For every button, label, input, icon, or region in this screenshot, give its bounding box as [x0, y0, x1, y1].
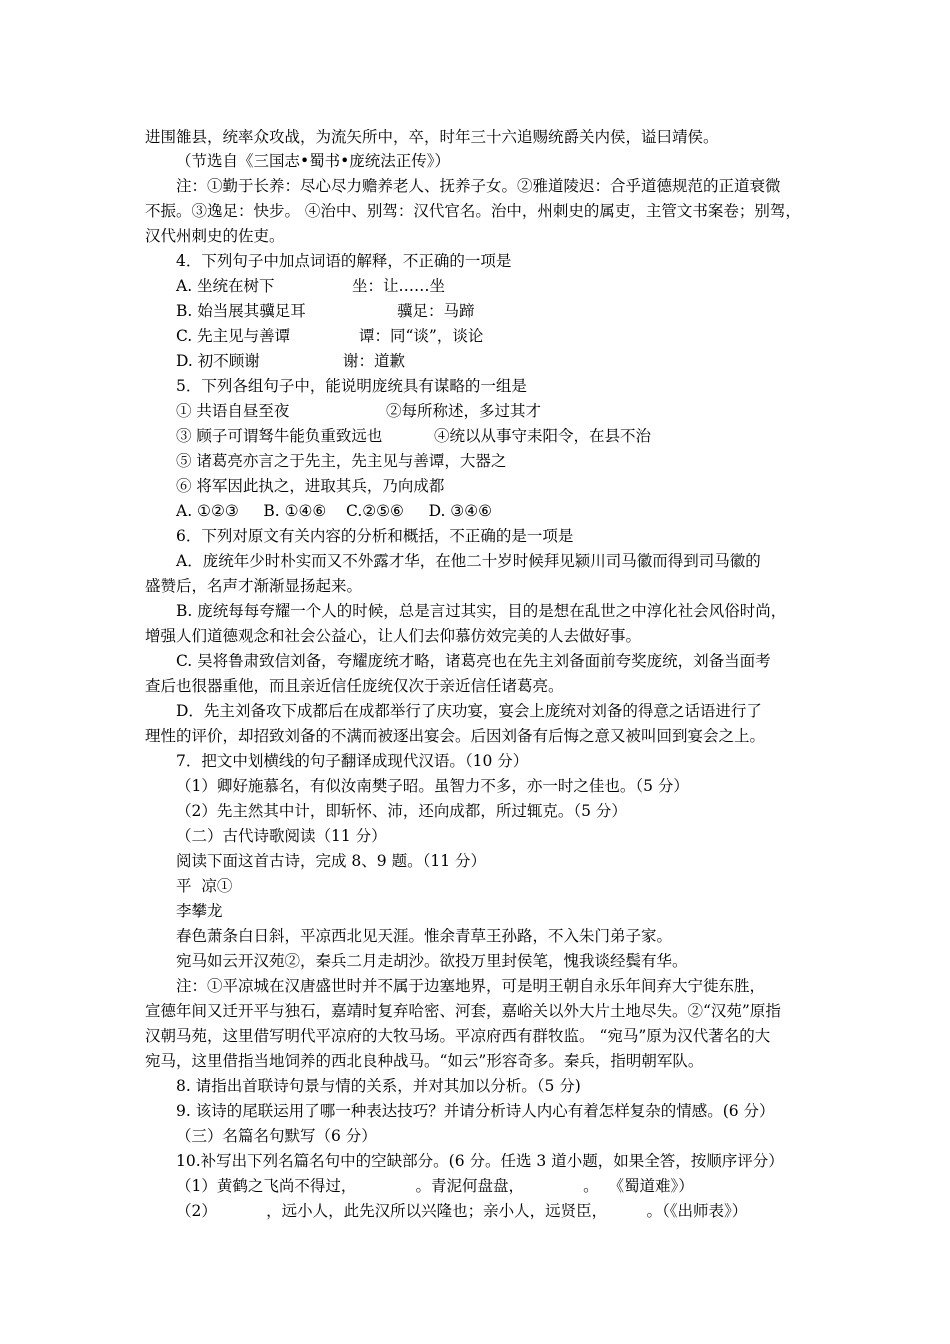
question-5-item: ②每所称述，多过其才	[386, 402, 542, 420]
question-7-sentence: （2）先主然其中计，即斩怀、沛，还向成都，所过辄克。（5 分）	[176, 802, 627, 820]
question-6-option: 查后也很器重他，而且亲近信任庞统仅次于亲近信任诸葛亮。	[145, 677, 564, 695]
question-10-item: （1）黄鹤之飞尚不得过， 。青泥何盘盘， 。 《蜀道难》）	[176, 1177, 694, 1195]
option-gloss: 谢：道歉	[343, 352, 406, 370]
question-5-row: ⑥ 将军因此执之，进取其兵，乃向成都	[176, 477, 445, 495]
question-6-option: B. 庞统每每夸耀一个人的时候，总是言过其实，目的是想在乱世之中淳化社会风俗时尚，	[176, 602, 787, 620]
question-10-item: （2） ，远小人，此先汉所以兴隆也；亲小人，远贤臣， 。（《出师表》）	[176, 1202, 748, 1220]
question-6-option: 盛赞后，名声才渐渐显扬起来。	[145, 577, 363, 595]
question-6-option: D．先主刘备攻下成都后在成都举行了庆功宴，宴会上庞统对刘备的得意之话语进行了	[176, 702, 762, 720]
question-5-item: ① 共语自昼至夜	[176, 402, 290, 420]
question-5-item: ④统以从事守耒阳令，在县不治	[434, 427, 652, 445]
poem-line: 宛马如云开汉苑②，秦兵二月走胡沙。欲投万里封侯笔，愧我谈经鬓有华。	[176, 952, 688, 970]
question-4-option-b	[176, 301, 475, 321]
poem-note: 宛马，这里借指当地饲养的西北良种战马。“如云”形容奇多。秦兵，指明朝军队。	[145, 1052, 704, 1070]
option-sentence: B. 始当展其骥足耳	[176, 302, 306, 320]
question-5-row	[176, 426, 651, 446]
poem-author: 李攀龙	[176, 902, 223, 920]
option-sentence: C. 先主见与善谭	[176, 327, 291, 345]
poem-note: 宣德年间又迁开平与独石，嘉靖时复弃哈密、河套，嘉峪关以外大片土地尽失。②“汉苑”原指	[145, 1002, 781, 1020]
question-4-option-a	[176, 276, 445, 296]
question-9: 9. 该诗的尾联运用了哪一种表达技巧？并请分析诗人内心有着怎样复杂的情感。(6 分）	[176, 1102, 775, 1120]
poem-note: 汉朝马苑，这里借写明代平凉府的大牧马场。平凉府西有群牧监。 “宛马”原为汉代著名的大	[145, 1027, 771, 1045]
question-7-sentence: （1）卿好施慕名，有似汝南樊子昭。虽智力不多，亦一时之佳也。（5 分）	[176, 777, 689, 795]
question-4-option-c	[176, 326, 483, 346]
option-gloss: 坐：让……坐	[352, 277, 446, 295]
question-6-option: C. 吴将鲁肃致信刘备，夸耀庞统才略，诸葛亮也在先主刘备面前夸奖庞统，刘备当面考	[176, 652, 771, 670]
option-gloss: 骥足：马蹄	[397, 302, 475, 320]
question-7-stem: 7．把文中划横线的句子翻译成现代汉语。（10 分）	[176, 752, 529, 770]
question-6-option: 增强人们道德观念和社会公益心，让人们去仰慕仿效完美的人去做好事。	[145, 627, 642, 645]
question-8: 8. 请指出首联诗句景与情的关系，并对其加以分析。（5 分)	[176, 1077, 581, 1095]
question-4-stem: 4．下列句子中加点词语的解释，不正确的一项是	[176, 252, 512, 270]
question-4-option-d	[176, 351, 405, 371]
passage-note: 注：①勤于长养：尽心尽力赡养老人、抚养子女。②雅道陵迟：合乎道德规范的正道衰微	[176, 177, 781, 195]
section-heading: （二）古代诗歌阅读（11 分）	[176, 827, 387, 845]
option-gloss: 谭：同“谈”，谈论	[359, 327, 484, 345]
option-sentence: D. 初不顾谢	[176, 352, 260, 370]
passage-line: 进围雒县，统率众攻战，为流矢所中，卒，时年三十六追赐统爵关内侯，谥曰靖侯。	[145, 128, 719, 146]
question-6-option: 理性的评价，却招致刘备的不满而被逐出宴会。后因刘备有后悔之意又被叫回到宴会之上。	[145, 727, 766, 745]
section-intro: 阅读下面这首古诗，完成 8、9 题。（11 分）	[176, 852, 486, 870]
poem-note: 注：①平凉城在汉唐盛世时并不属于边塞地界，可是明王朝自永乐年间弃大宁徙东胜，	[176, 977, 766, 995]
question-5-row: ⑤ 诸葛亮亦言之于先主，先主见与善谭，大器之	[176, 452, 507, 470]
question-6-stem: 6．下列对原文有关内容的分析和概括，不正确的是一项是	[176, 527, 574, 545]
question-5-choices: A. ①②③ B. ①④⑥ C.②⑤⑥ D. ③④⑥	[176, 502, 492, 520]
option-sentence: A. 坐统在树下	[176, 277, 275, 295]
poem-line: 春色萧条白日斜，平凉西北见天涯。惟余青草王孙路，不入朱门弟子家。	[176, 927, 673, 945]
question-10-stem: 10.补写出下列名篇名句中的空缺部分。(6 分。任选 3 道小题，如果全答，按顺序评分）	[176, 1152, 784, 1170]
section-heading: （三）名篇名句默写（6 分）	[176, 1127, 377, 1145]
passage-source: （节选自《三国志•蜀书•庞统法正传》）	[176, 152, 451, 170]
passage-note: 汉代州刺史的佐吏。	[145, 227, 285, 245]
question-5-item: ③ 顾子可谓驽牛能负重致远也	[176, 427, 383, 445]
question-6-option: A．庞统年少时朴实而又不外露才华，在他二十岁时候拜见颍川司马徽而得到司马徽的	[176, 552, 761, 570]
poem-title: 平 凉①	[176, 877, 233, 895]
question-5-row	[176, 401, 541, 421]
question-5-stem: 5．下列各组句子中，能说明庞统具有谋略的一组是	[176, 377, 527, 395]
passage-note: 不振。③逸足：快步。 ④治中、别驾：汉代官名。治中，州刺史的属吏，主管文书案卷；别驾，	[145, 202, 801, 220]
